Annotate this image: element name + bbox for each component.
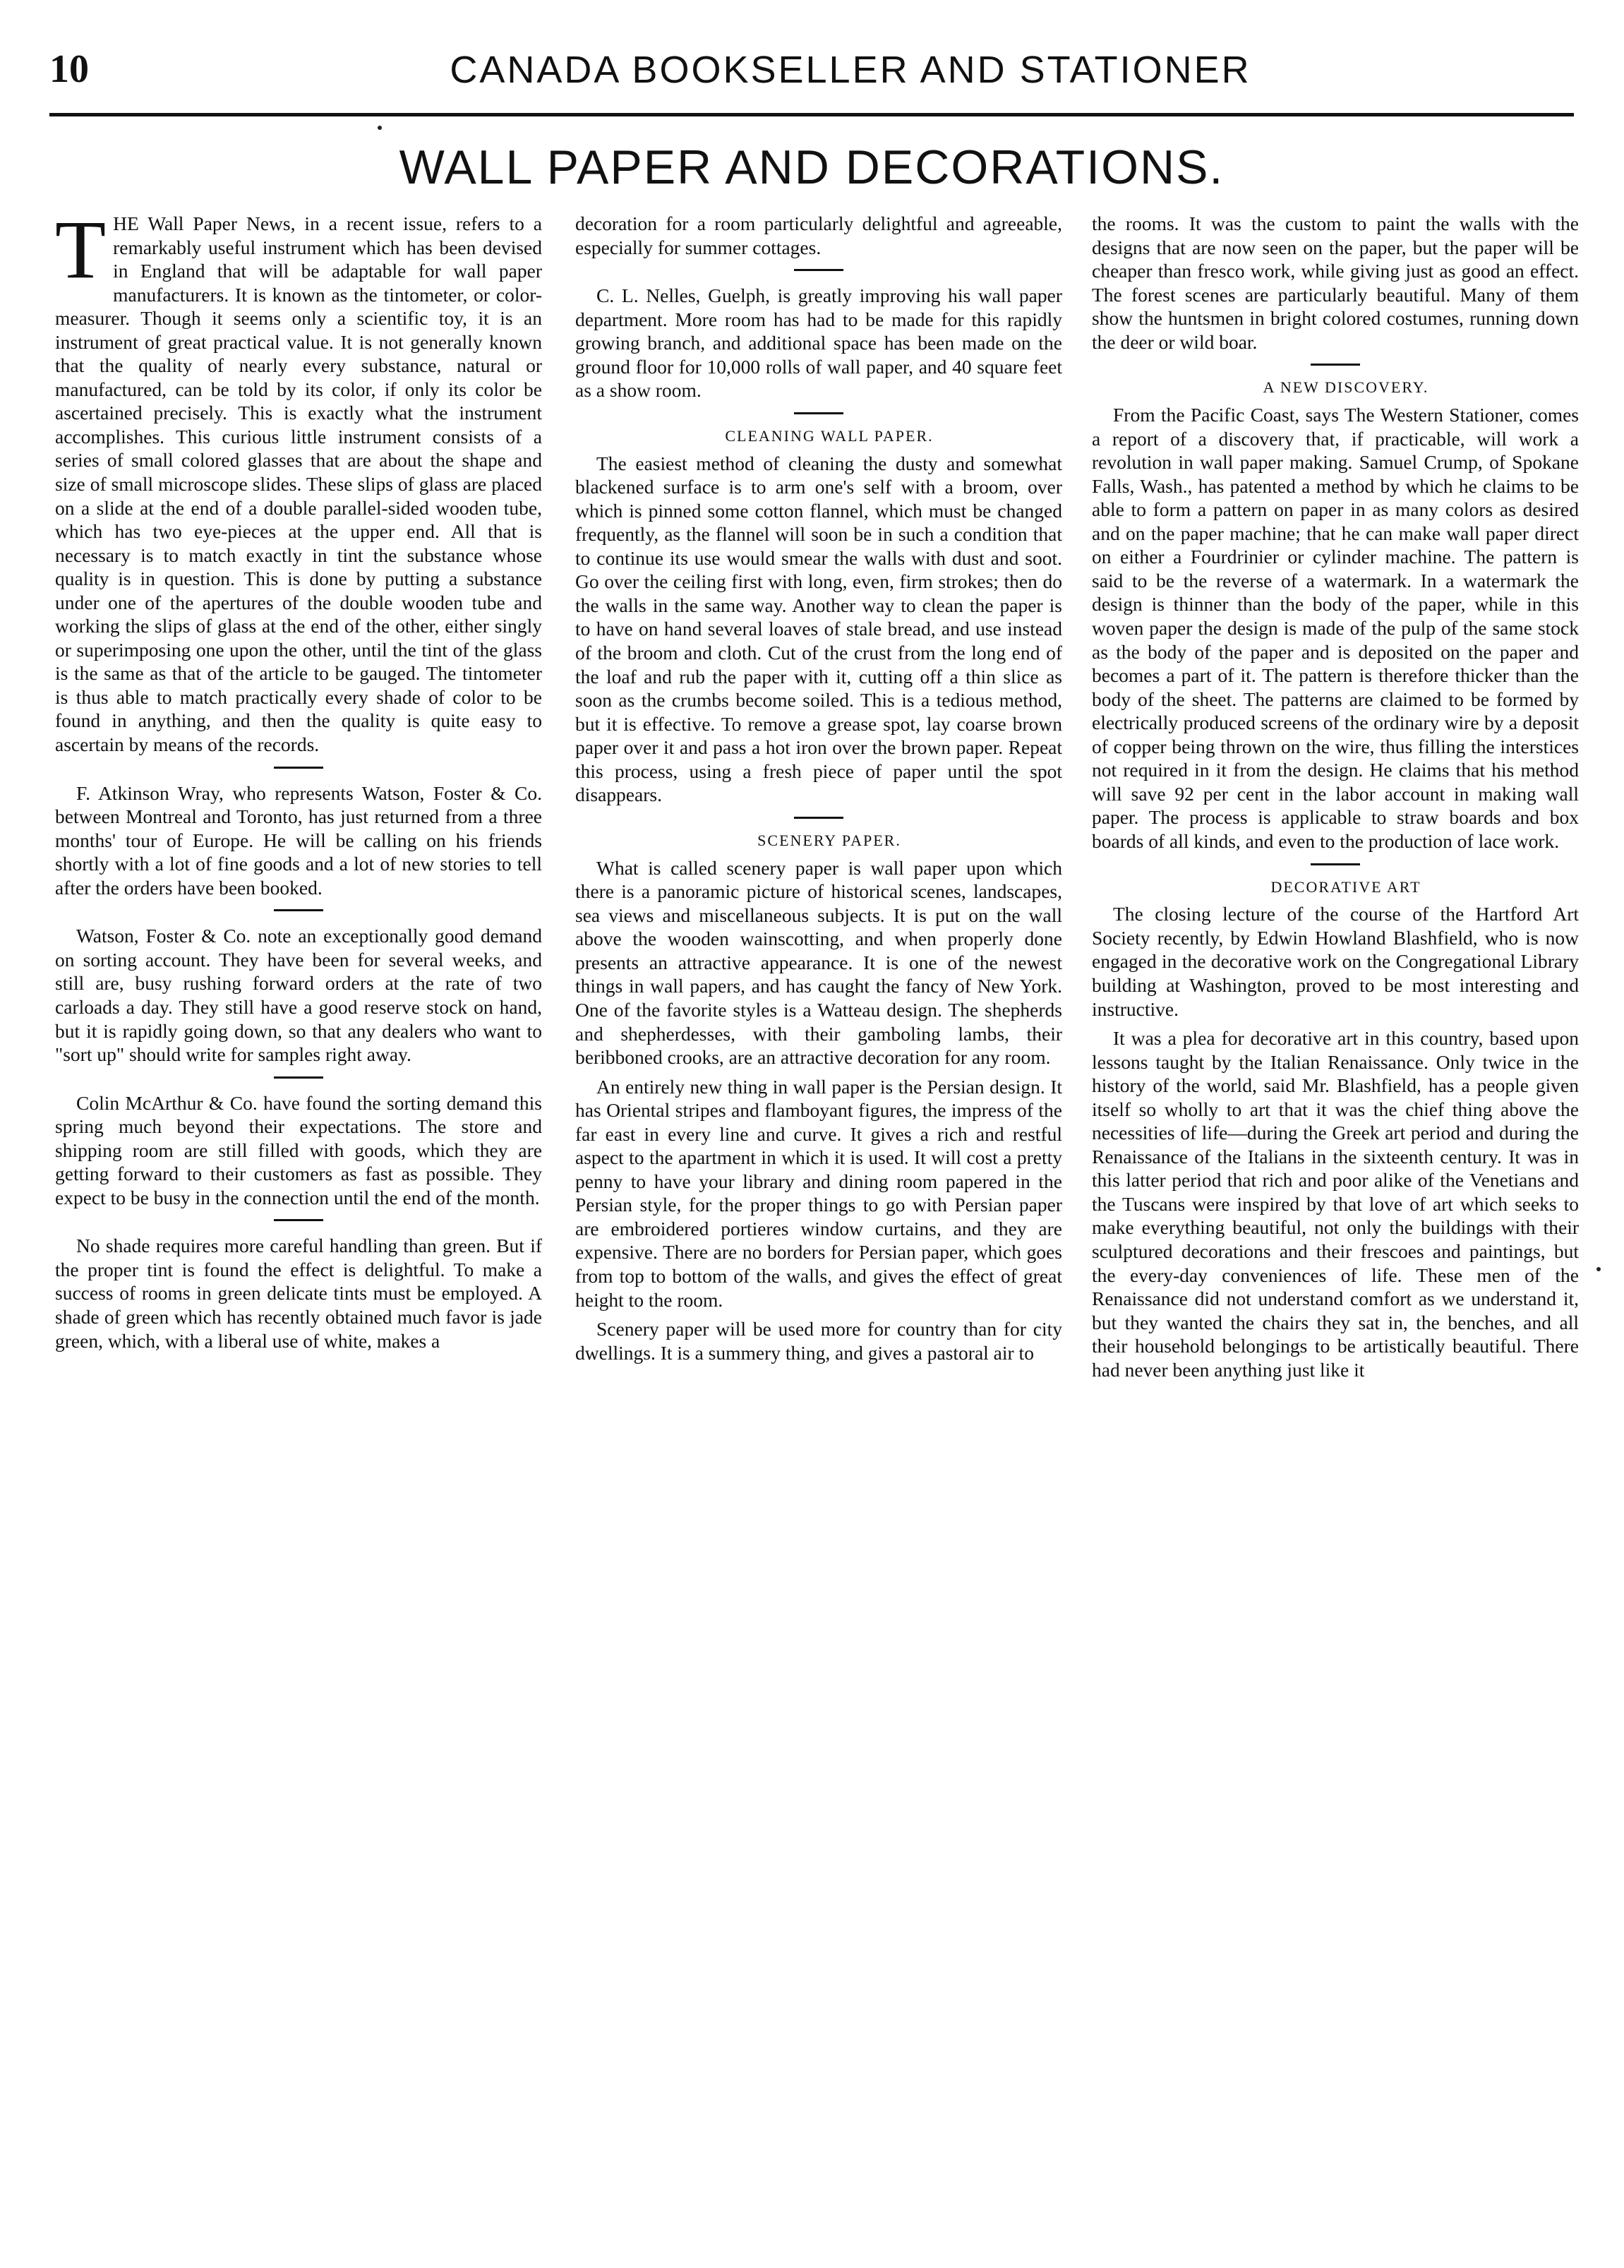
paragraph-scenery-country: Scenery paper will be used more for country than for city dwellings. It is a summery thing, and gives a pastoral air to (575, 1318, 1062, 1364)
paragraph-green-shade: No shade requires more careful handling than green. But if the proper tint is found the effect is delightful. To make a success of rooms in green delicate tints must be employed. A shade of green which has recently obtained much favor is jade green, which, with a liberal use of white, makes a (55, 1235, 542, 1352)
paragraph-tintometer (55, 212, 542, 757)
paragraph-lecture: The closing lecture of the course of the Hartford Art Society recently, by Edwin Howland Blashfield, who is now engaged in the decorative work on the Congregational Library building at Washington, proved to be most interesting and instructive. (1092, 903, 1579, 1020)
paragraph-continuation: decoration for a room particularly delightful and agreeable, especially for summer cottages. (575, 212, 1062, 258)
page-header (49, 41, 1574, 112)
section-divider (274, 767, 323, 769)
section-divider (794, 817, 843, 819)
article-headline: WALL PAPER AND DECORATIONS. (399, 140, 1225, 194)
section-divider (274, 1076, 323, 1079)
subhead-decorative-art: DECORATIVE ART (1270, 877, 1421, 896)
section-divider (794, 412, 843, 414)
section-divider (794, 269, 843, 271)
paragraph-persian: An entirely new thing in wall paper is the Persian design. It has Oriental stripes and flamboyant figures, the impress of the far east in every line and curve. It gives a rich and restful aspect to the apartment in which it is used. It will cost a pretty penny to have your library and dining room papered in the Persian style, for the proper things to go with Persian paper are embroidered portieres window curtains, and they are expensive. There are no borders for Persian paper, which goes from top to bottom of the walls, and gives the effect of great height to the room. (575, 1075, 1062, 1311)
paragraph-renaissance: It was a plea for decorative art in this country, based upon lessons taught by the Italian Renaissance. Only twice in the history of the world, said Mr. Blashfield, has a people given itself so wholly to art that it was the chief thing above the necessities of life—during the Greek art period and during the Renaissance of the Italians in the sixteenth century. It was in this latter period that rich and poor alike of the Venetians and the Tuscans were inspired by that love of art which seeks to make everything beautiful, not only the buildings with their sculptured decorations and their frescoes and paintings, but the every-day conveniences of life. These men of the Renaissance did not understand comfort as we understand it, but they wanted the chairs they sat in, the benches, and all their household belongings to be artistically beautiful. There had never been anything just like it (1092, 1027, 1579, 1381)
paragraph-text: HE Wall Paper News, in a recent issue, refers to a remarkably useful instrument which has been devised in England that will be adaptable for wall paper manufacturers. It is known as the tintometer, or color-measurer. Though it seems only a scientific toy, it is an instrument of great practical value. It is not generally known that the quality of nearly every substance, natural or manufactured, can be told by its color, if only its color be ascertained precisely. This is exactly what the instrument accomplishes. This curious little instrument consists of a series of small colored glasses that are about the shape and size of small microscope slides. These slips of glass are placed on a slide at the end of a double parallel-sided wooden tube, which has two eye-pieces at the upper end. All that is necessary is to match exactly in tint the substance whose quality is in question. This is done by putting a substance under one of the apertures of the double wooden tube and working the slips of glass at the end of the other, either singly or superimposing one upon the other, until the tint of the glass is the same as that of the article to be gauged. The tintometer is thus able to match practically every shade of color to be found in anything, and then the quality is quite easy to ascertain by means of the records. (55, 212, 542, 756)
subhead-cleaning: CLEANING WALL PAPER. (725, 426, 934, 445)
drop-cap: T (55, 212, 107, 296)
section-divider (274, 909, 323, 911)
paragraph-watson-foster: Watson, Foster & Co. note an exceptionally good demand on sorting account. They have been for several weeks, and still are, busy rushing forward orders at the rate of two carloads a day. They still have a good reserve stock on hand, but it is rapidly going down, so that any dealers who want to "sort up" should write for samples right away. (55, 925, 542, 1066)
paragraph-nelles: C. L. Nelles, Guelph, is greatly improving his wall paper department. More room has had to be made for this rapidly growing branch, and additional space has been made on the ground floor for 10,000 rolls of wall paper, and 40 square feet as a show room. (575, 284, 1062, 402)
subhead-discovery: A NEW DISCOVERY. (1263, 378, 1429, 397)
subhead-scenery: SCENERY PAPER. (757, 831, 901, 849)
print-speck (378, 126, 382, 130)
paragraph-discovery: From the Pacific Coast, says The Western Stationer, comes a report of a discovery that, if practicable, will work a revolution in wall paper making. Samuel Crump, of Spokane Falls, Wash., has patented a method by which he claims to be able to form a pattern on paper in as many colors as desired and on the paper machine; that he can make wall paper direct on either a Fourdrinier or cylinder machine. The pattern is said to be the reverse of a watermark. In a watermark the design is thinner than the body of the paper, while in this woven paper the design is made of the pulp of the same stock as the body of the paper and is deposited on the paper and becomes a part of it. The pattern is therefore thicker than the body of the sheet. The patterns are claimed to be formed by electrically produced screens of the ordinary wire by a deposit of copper being thrown on the wire, thus filling the interstices not required in it from the design. He claims that his method will save 92 per cent in the labor account in making wall paper. The process is applicable to straw boards and box boards of all kinds, and even to the production of lace work. (1092, 404, 1579, 852)
print-speck (1596, 1267, 1601, 1271)
section-divider (274, 1219, 323, 1221)
column-1 (55, 212, 542, 2245)
page-number: 10 (49, 47, 89, 91)
column-3 (1092, 212, 1579, 2245)
paragraph-mcarthur: Colin McArthur & Co. have found the sorting demand this spring much beyond their expectations. The store and shipping room are still filled with goods, which they are getting forward to their customers as fast as possible. They expect to be busy in the connection until the end of the month. (55, 1091, 542, 1208)
paragraph-wray: F. Atkinson Wray, who represents Watson, Foster & Co. between Montreal and Toronto, has just returned from a three months' tour of Europe. He will be calling on his friends shortly with a lot of fine goods and a lot of new stories to tell after the orders have been booked. (55, 781, 542, 899)
header-rule (49, 113, 1574, 116)
section-divider (1311, 863, 1360, 865)
running-title: CANADA BOOKSELLER AND STATIONER (450, 49, 1251, 91)
paragraph-scenery: What is called scenery paper is wall paper upon which there is a panoramic picture of historical scenes, landscapes, sea views and miscellaneous subjects. It is put on the wall above the wooden wainscotting, and when properly done presents an attractive appearance. It is one of the newest things in wall papers, and has caught the fancy of New York. One of the favorite styles is a Watteau design. The shepherds and shepherdesses, with their gamboling lambs, their beribboned crooks, are an attractive decoration for any room. (575, 856, 1062, 1069)
section-divider (1311, 364, 1360, 366)
paragraph-continuation: the rooms. It was the custom to paint the walls with the designs that are now seen on the paper, but the paper will be cheaper than fresco work, while giving just as good an effect. The forest scenes are particularly beautiful. Many of them show the huntsmen in bright colored costumes, running down the deer or wild boar. (1092, 212, 1579, 353)
paragraph-cleaning: The easiest method of cleaning the dusty and somewhat blackened surface is to arm one's self with a broom, over which is pinned some cotton flannel, which must be changed frequently, as the flannel will soon be in such a condition that to continue its use would smear the walls with dust and soot. Go over the ceiling first with long, even, firm strokes; then do the walls in the same way. Another way to clean the paper is to have on hand several loaves of stale bread, and use instead of the broom and cloth. Cut of the crust from the long end of the loaf and rub the paper with it, cutting off a thin slice as soon as the crumbs become soiled. This is a tedious method, but it is effective. To remove a grease spot, lay coarse brown paper over it and pass a hot iron over the brown paper. Repeat this process, using a fresh piece of paper until the spot disappears. (575, 452, 1062, 806)
column-2 (575, 212, 1062, 2245)
